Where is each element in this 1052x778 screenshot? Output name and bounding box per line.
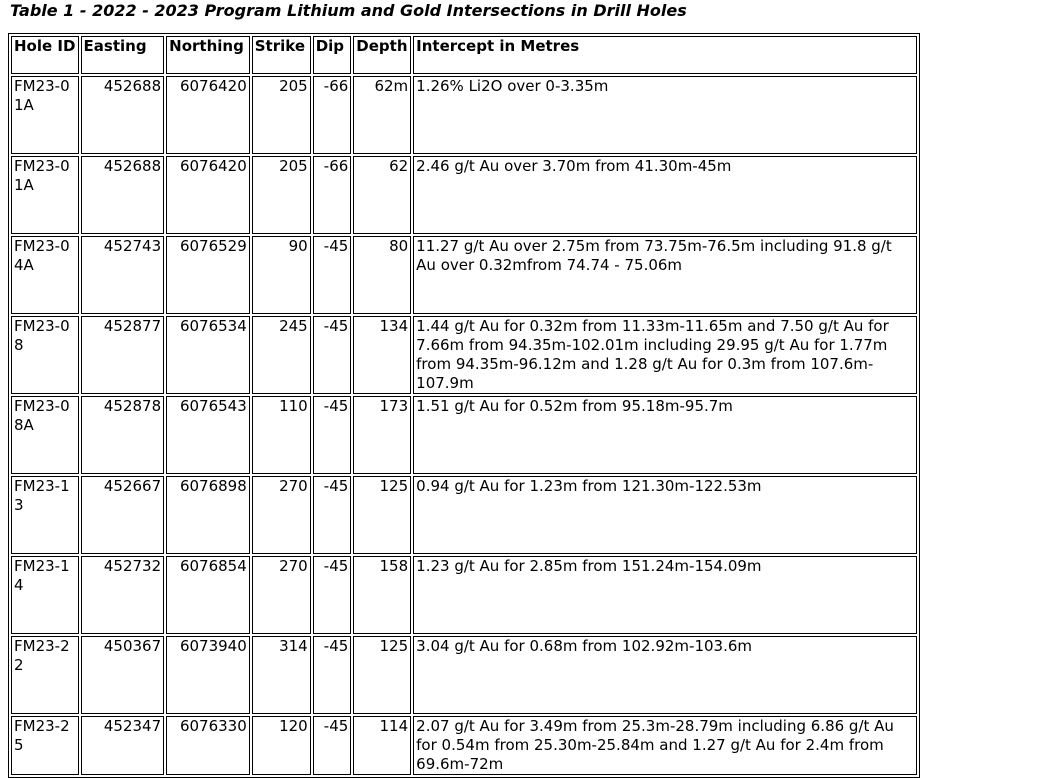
cell-easting: 452732 bbox=[81, 556, 165, 634]
cell-intercept: 1.23 g/t Au for 2.85m from 151.24m-154.09m bbox=[413, 556, 917, 634]
table-row bbox=[11, 316, 917, 394]
cell-depth: 62 bbox=[353, 156, 411, 234]
cell-strike: 205 bbox=[252, 76, 311, 154]
cell-strike: 314 bbox=[252, 636, 311, 714]
cell-strike: 245 bbox=[252, 316, 311, 394]
cell-dip: -45 bbox=[313, 316, 352, 394]
cell-hole-id: FM23-14 bbox=[11, 556, 79, 634]
cell-intercept: 1.51 g/t Au for 0.52m from 95.18m-95.7m bbox=[413, 396, 917, 474]
cell-hole-id: FM23-01A bbox=[11, 156, 79, 234]
header-northing: Northing bbox=[166, 36, 250, 74]
cell-intercept: 2.46 g/t Au over 3.70m from 41.30m-45m bbox=[413, 156, 917, 234]
cell-dip: -45 bbox=[313, 716, 352, 775]
drill-intersections-table bbox=[8, 33, 920, 778]
cell-hole-id: FM23-08A bbox=[11, 396, 79, 474]
cell-strike: 90 bbox=[252, 236, 311, 314]
cell-intercept: 0.94 g/t Au for 1.23m from 121.30m-122.53m bbox=[413, 476, 917, 554]
cell-hole-id: FM23-22 bbox=[11, 636, 79, 714]
header-easting: Easting bbox=[81, 36, 165, 74]
cell-easting: 452688 bbox=[81, 76, 165, 154]
cell-easting: 452878 bbox=[81, 396, 165, 474]
cell-northing: 6076330 bbox=[166, 716, 250, 775]
cell-depth: 173 bbox=[353, 396, 411, 474]
header-dip: Dip bbox=[313, 36, 352, 74]
cell-intercept: 1.26% Li2O over 0-3.35m bbox=[413, 76, 917, 154]
cell-strike: 270 bbox=[252, 556, 311, 634]
table-row bbox=[11, 76, 917, 154]
cell-hole-id: FM23-04A bbox=[11, 236, 79, 314]
cell-dip: -45 bbox=[313, 556, 352, 634]
header-hole-id: Hole ID bbox=[11, 36, 79, 74]
cell-easting: 452688 bbox=[81, 156, 165, 234]
cell-intercept: 1.44 g/t Au for 0.32m from 11.33m-11.65m and 7.50 g/t Au for 7.66m from 94.35m-102.01m including 29.95 g/t Au for 1.77m from 94.35m-96.12m and 1.28 g/t Au for 0.3m from 107.6m-107.9m bbox=[413, 316, 917, 394]
header-strike: Strike bbox=[252, 36, 311, 74]
table-body bbox=[11, 76, 917, 775]
cell-depth: 125 bbox=[353, 636, 411, 714]
table-caption: Table 1 - 2022 - 2023 Program Lithium and Gold Intersections in Drill Holes bbox=[10, 1, 687, 20]
cell-depth: 134 bbox=[353, 316, 411, 394]
table-row bbox=[11, 156, 917, 234]
header-row bbox=[11, 36, 917, 74]
cell-easting: 452347 bbox=[81, 716, 165, 775]
table-row bbox=[11, 716, 917, 775]
cell-intercept: 3.04 g/t Au for 0.68m from 102.92m-103.6m bbox=[413, 636, 917, 714]
cell-depth: 114 bbox=[353, 716, 411, 775]
cell-strike: 110 bbox=[252, 396, 311, 474]
cell-dip: -66 bbox=[313, 76, 352, 154]
cell-dip: -66 bbox=[313, 156, 352, 234]
cell-depth: 80 bbox=[353, 236, 411, 314]
cell-easting: 450367 bbox=[81, 636, 165, 714]
cell-intercept: 2.07 g/t Au for 3.49m from 25.3m-28.79m including 6.86 g/t Au for 0.54m from 25.30m-25.84m and 1.27 g/t Au for 2.4m from 69.6m-72m bbox=[413, 716, 917, 775]
header-depth: Depth bbox=[353, 36, 411, 74]
cell-dip: -45 bbox=[313, 396, 352, 474]
table-row bbox=[11, 556, 917, 634]
cell-dip: -45 bbox=[313, 236, 352, 314]
cell-depth: 62m bbox=[353, 76, 411, 154]
cell-intercept: 11.27 g/t Au over 2.75m from 73.75m-76.5m including 91.8 g/t Au over 0.32mfrom 74.74 - 75.06m bbox=[413, 236, 917, 314]
cell-strike: 205 bbox=[252, 156, 311, 234]
cell-hole-id: FM23-01A bbox=[11, 76, 79, 154]
table-row bbox=[11, 236, 917, 314]
cell-northing: 6076898 bbox=[166, 476, 250, 554]
cell-northing: 6076420 bbox=[166, 76, 250, 154]
cell-hole-id: FM23-25 bbox=[11, 716, 79, 775]
cell-depth: 125 bbox=[353, 476, 411, 554]
cell-easting: 452743 bbox=[81, 236, 165, 314]
cell-northing: 6076543 bbox=[166, 396, 250, 474]
cell-hole-id: FM23-13 bbox=[11, 476, 79, 554]
cell-hole-id: FM23-08 bbox=[11, 316, 79, 394]
cell-easting: 452667 bbox=[81, 476, 165, 554]
header-intercept: Intercept in Metres bbox=[413, 36, 917, 74]
cell-northing: 6076420 bbox=[166, 156, 250, 234]
cell-depth: 158 bbox=[353, 556, 411, 634]
table-row bbox=[11, 476, 917, 554]
cell-northing: 6076854 bbox=[166, 556, 250, 634]
cell-easting: 452877 bbox=[81, 316, 165, 394]
cell-strike: 270 bbox=[252, 476, 311, 554]
cell-dip: -45 bbox=[313, 476, 352, 554]
table-row bbox=[11, 396, 917, 474]
cell-northing: 6076529 bbox=[166, 236, 250, 314]
cell-dip: -45 bbox=[313, 636, 352, 714]
table-row bbox=[11, 636, 917, 714]
cell-strike: 120 bbox=[252, 716, 311, 775]
cell-northing: 6073940 bbox=[166, 636, 250, 714]
cell-northing: 6076534 bbox=[166, 316, 250, 394]
